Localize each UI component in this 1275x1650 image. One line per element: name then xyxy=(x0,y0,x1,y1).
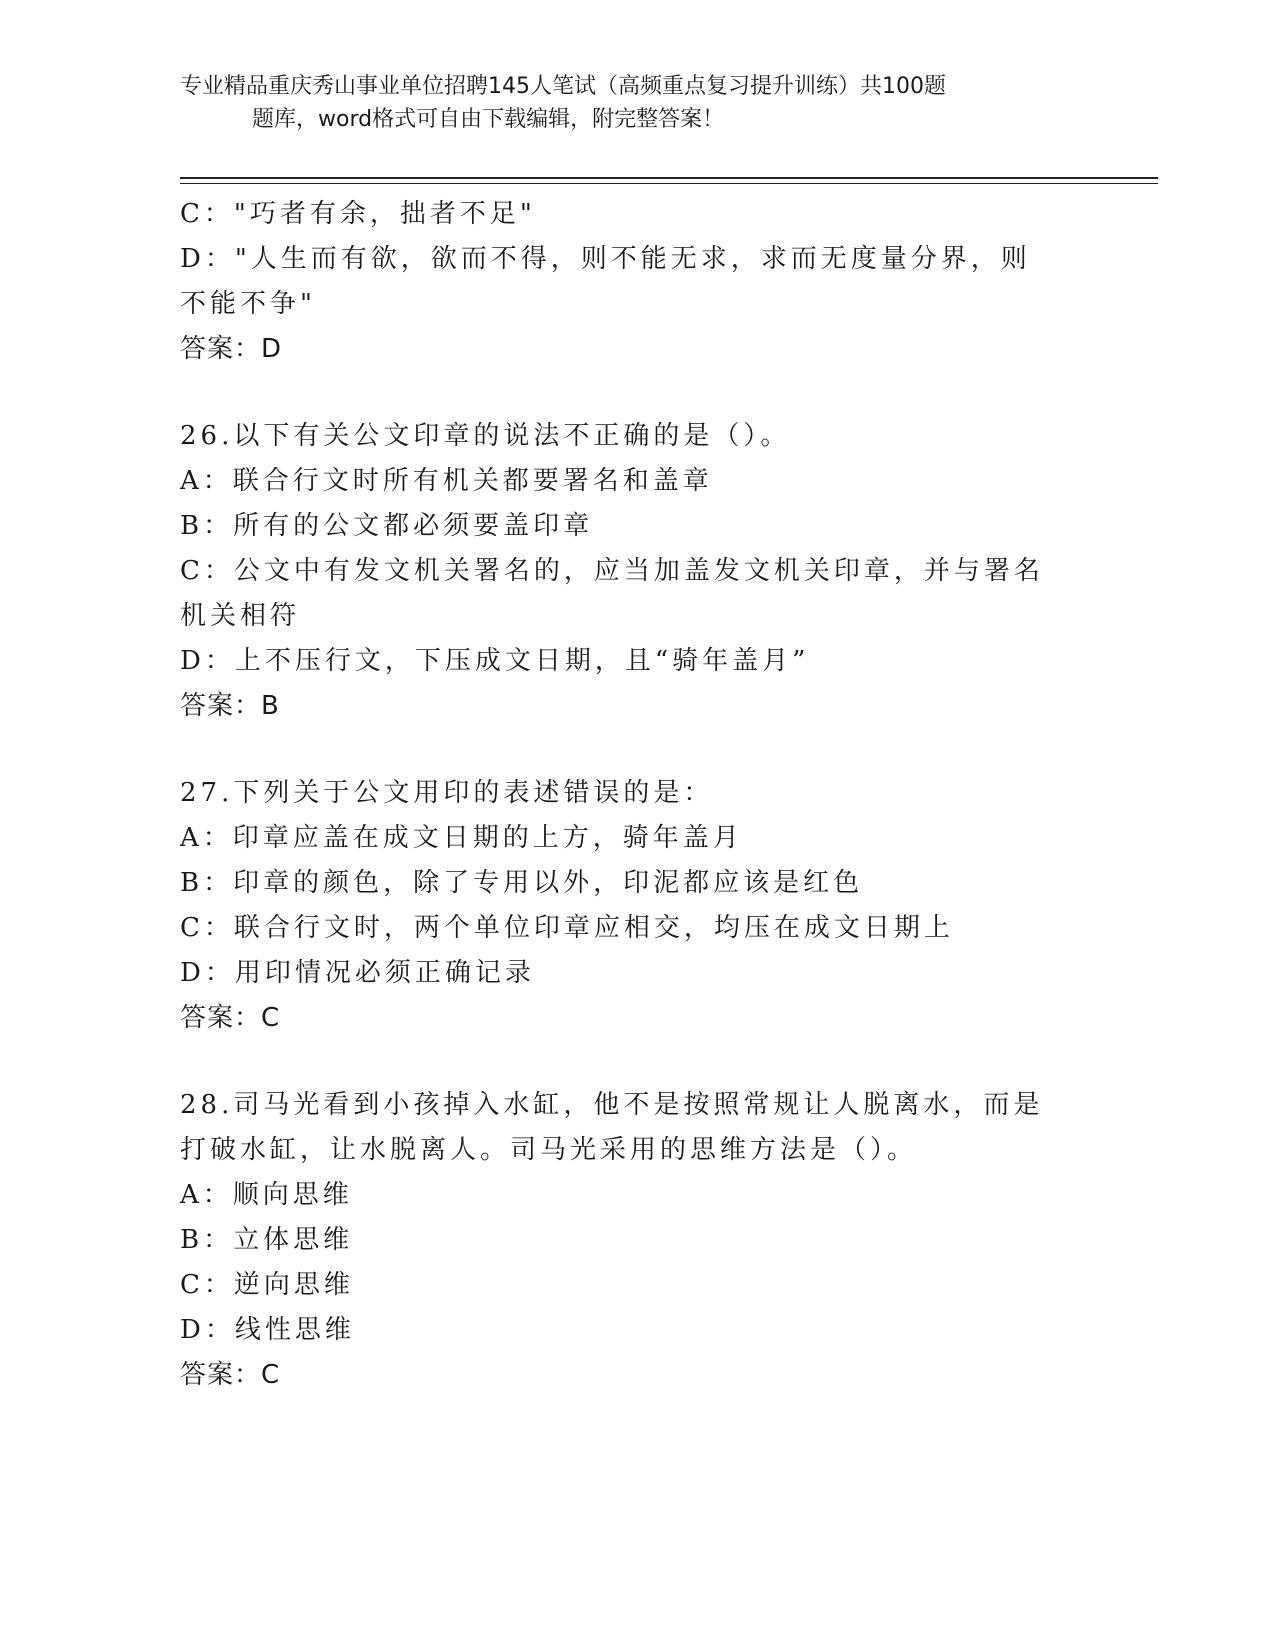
spacer xyxy=(180,372,1080,414)
q25-option-d: D："人生而有欲，欲而不得，则不能无求，求而无度量分界，则不能不争" xyxy=(180,244,1031,319)
q28-option-b: B：立体思维 xyxy=(180,1225,354,1255)
q27-option-a: A：印章应盖在成文日期的上方，骑年盖月 xyxy=(180,823,743,853)
q28-option-c: C：逆向思维 xyxy=(180,1270,354,1300)
q28-question: 28.司马光看到小孩掉入水缸，他不是按照常规让人脱离水，而是打破水缸，让水脱离人。司马光采用的思维方法是（）。 xyxy=(180,1090,1044,1165)
q26-option-d: D：上不压行文，下压成文日期，且“骑年盖月” xyxy=(180,646,810,676)
question-block-26 xyxy=(180,414,1080,729)
q27-question: 27.下列关于公文用印的表述错误的是： xyxy=(180,778,714,808)
q25-answer: 答案：D xyxy=(180,334,283,364)
q27-option-d: D：用印情况必须正确记录 xyxy=(180,958,535,988)
q27-answer: 答案：C xyxy=(180,1003,281,1033)
q27-option-b: B：印章的颜色，除了专用以外，印泥都应该是红色 xyxy=(180,868,864,898)
q26-option-a: A：联合行文时所有机关都要署名和盖章 xyxy=(180,466,713,496)
q26-option-b: B：所有的公文都必须要盖印章 xyxy=(180,511,594,541)
spacer xyxy=(180,729,1080,771)
q28-answer: 答案：C xyxy=(180,1360,281,1390)
q26-question: 26.以下有关公文印章的说法不正确的是（）。 xyxy=(180,421,791,451)
document-body xyxy=(180,192,1080,1398)
question-block-25 xyxy=(180,192,1080,372)
header-rule-thick xyxy=(180,177,1158,179)
question-block-27 xyxy=(180,771,1080,1041)
question-block-28 xyxy=(180,1083,1080,1398)
q27-option-c: C：联合行文时，两个单位印章应相交，均压在成文日期上 xyxy=(180,913,954,943)
header-rule-thin xyxy=(180,183,1158,184)
q25-option-c: C："巧者有余，拙者不足" xyxy=(180,199,536,229)
q28-option-d: D：线性思维 xyxy=(180,1315,355,1345)
header-title-line1: 专业精品重庆秀山事业单位招聘145人笔试（高频重点复习提升训练）共100题 xyxy=(180,74,946,99)
q26-answer: 答案：B xyxy=(180,691,280,721)
q28-option-a: A：顺向思维 xyxy=(180,1180,353,1210)
q26-option-c: C：公文中有发文机关署名的，应当加盖发文机关印章，并与署名机关相符 xyxy=(180,556,1044,631)
spacer xyxy=(180,1041,1080,1083)
header-title-line2: 题库，word格式可自由下载编辑，附完整答案！ xyxy=(252,107,725,132)
page-header xyxy=(180,70,1060,136)
